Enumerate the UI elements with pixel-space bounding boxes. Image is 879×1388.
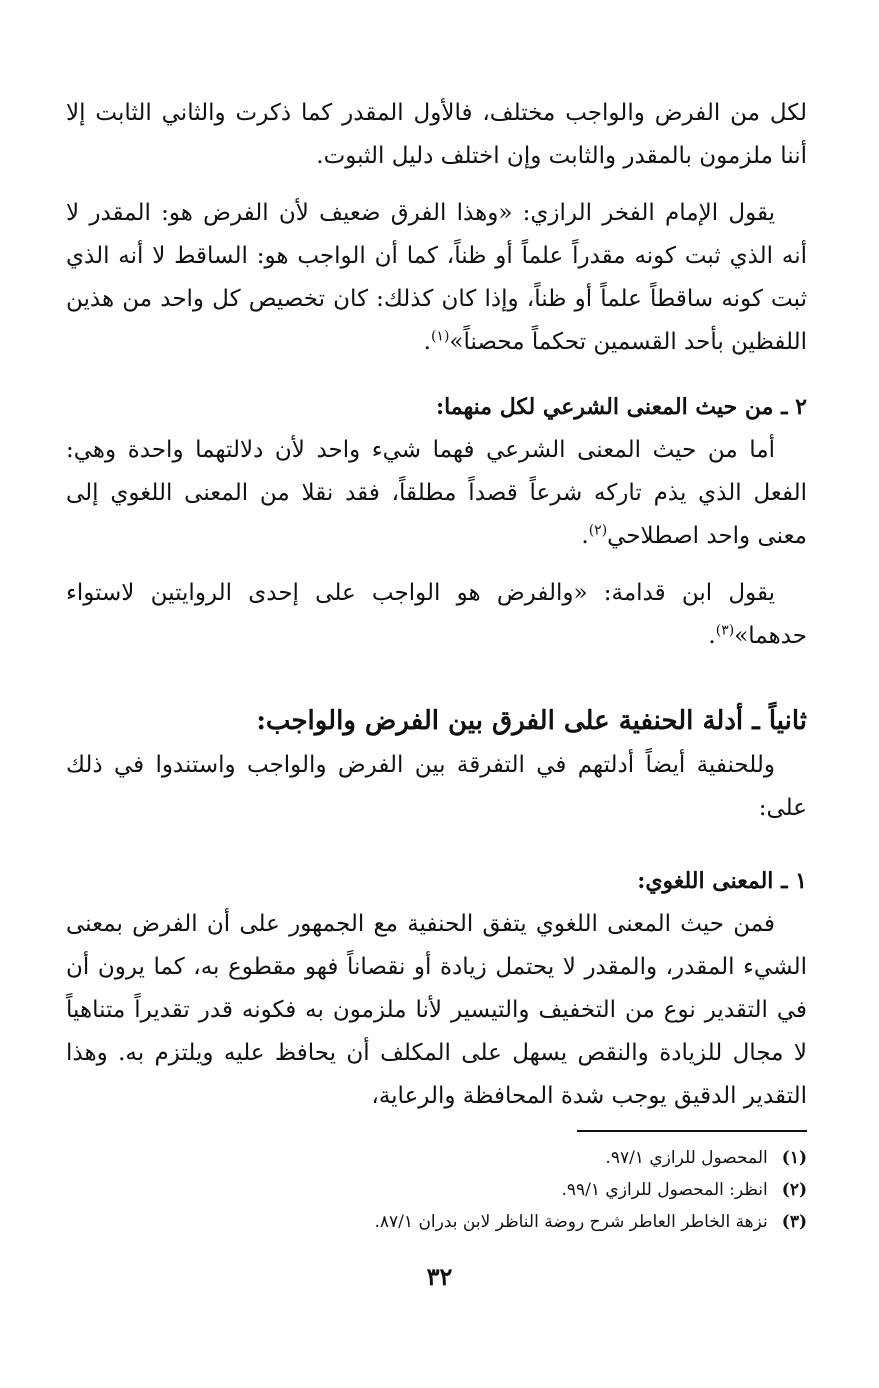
footnotes <box>66 1130 807 1238</box>
footnote-ref-3[interactable]: (٣) <box>715 622 735 639</box>
footnote-divider <box>577 1130 807 1132</box>
paragraph-hanafi-intro: وللحنفية أيضاً أدلتهم في التفرقة بين الفرض والواجب واستندوا في ذلك على: <box>66 752 807 821</box>
quote-razi: يقول الإمام الفخر الرازي: «وهذا الفرق ضعيف لأن الفرض هو: المقدر لا أنه الذي ثبت كونه مقدراً علماً أو ظناً، كما أن الواجب هو: الساقط لا أنه الذي ثبت كونه ساقطاً علماً أو ظناً، وإذا كان كذلك: كان تخصيص كل واحد من هذين اللفظين بأحد القسمين تحكماً محصناً»$^{(١)}$. <box>66 200 807 355</box>
quote-ibn-qudama: يقول ابن قدامة: «والفرض هو الواجب على إحدى الروايتين لاستواء حدهما»$^{(٣)}$. <box>66 580 807 649</box>
subheading-linguistic-meaning: ١ ـ المعنى اللغوي: <box>637 868 807 894</box>
paragraph-sharia-meaning: أما من حيث المعنى الشرعي فهما شيء واحد لأن دلالتهما واحدة وهي: الفعل الذي يذم تاركه شرعاً قصداً مطلقاً، فقد نقلا من المعنى اللغوي إلى معنى واحد اصطلاحي$^{(٢)}$. <box>66 437 807 549</box>
footnote-ref-1[interactable]: (١) <box>430 328 450 345</box>
main-heading-hanafi-evidence: ثانياً ـ أدلة الحنفية على الفرق بين الفرض والواجب: <box>256 706 807 736</box>
footnote-item: (٢)انظر: المحصول للرازي ٩٩/١. <box>561 1180 807 1200</box>
subheading-sharia-meaning: ٢ ـ من حيث المعنى الشرعي لكل منهما: <box>435 394 807 420</box>
paragraph-linguistic-meaning: فمن حيث المعنى اللغوي يتفق الحنفية مع الجمهور على أن الفرض بمعنى الشيء المقدر، والمقدر لا يحتمل زيادة أو نقصاناً فهو مقطوع به، كما يرون أن في التقدير نوع من التخفيف والتيسير لأنا ملزمون به فكونه قدر تقديراً متناهياً لا مجال للزيادة والنقص يسهل على المكلف أن يحافظ عليه ويلتزم به. وهذا التقدير الدقيق يوجب شدة المحافظة والرعاية، <box>66 911 807 1109</box>
footnote-item: (١)المحصول للرازي ٩٧/١. <box>605 1148 807 1168</box>
page-number: ٣٢ <box>426 1262 453 1291</box>
paragraph-continuation: لكل من الفرض والواجب مختلف، فالأول المقدر كما ذكرت والثاني الثابت إلا أننا ملزمون بالمقدر والثابت وإن اختلف دليل الثبوت. <box>66 100 807 169</box>
footnote-ref-2[interactable]: (٢) <box>588 522 608 539</box>
footnote-item: (٣)نزهة الخاطر العاطر شرح روضة الناظر لابن بدران ٨٧/١. <box>374 1212 807 1232</box>
